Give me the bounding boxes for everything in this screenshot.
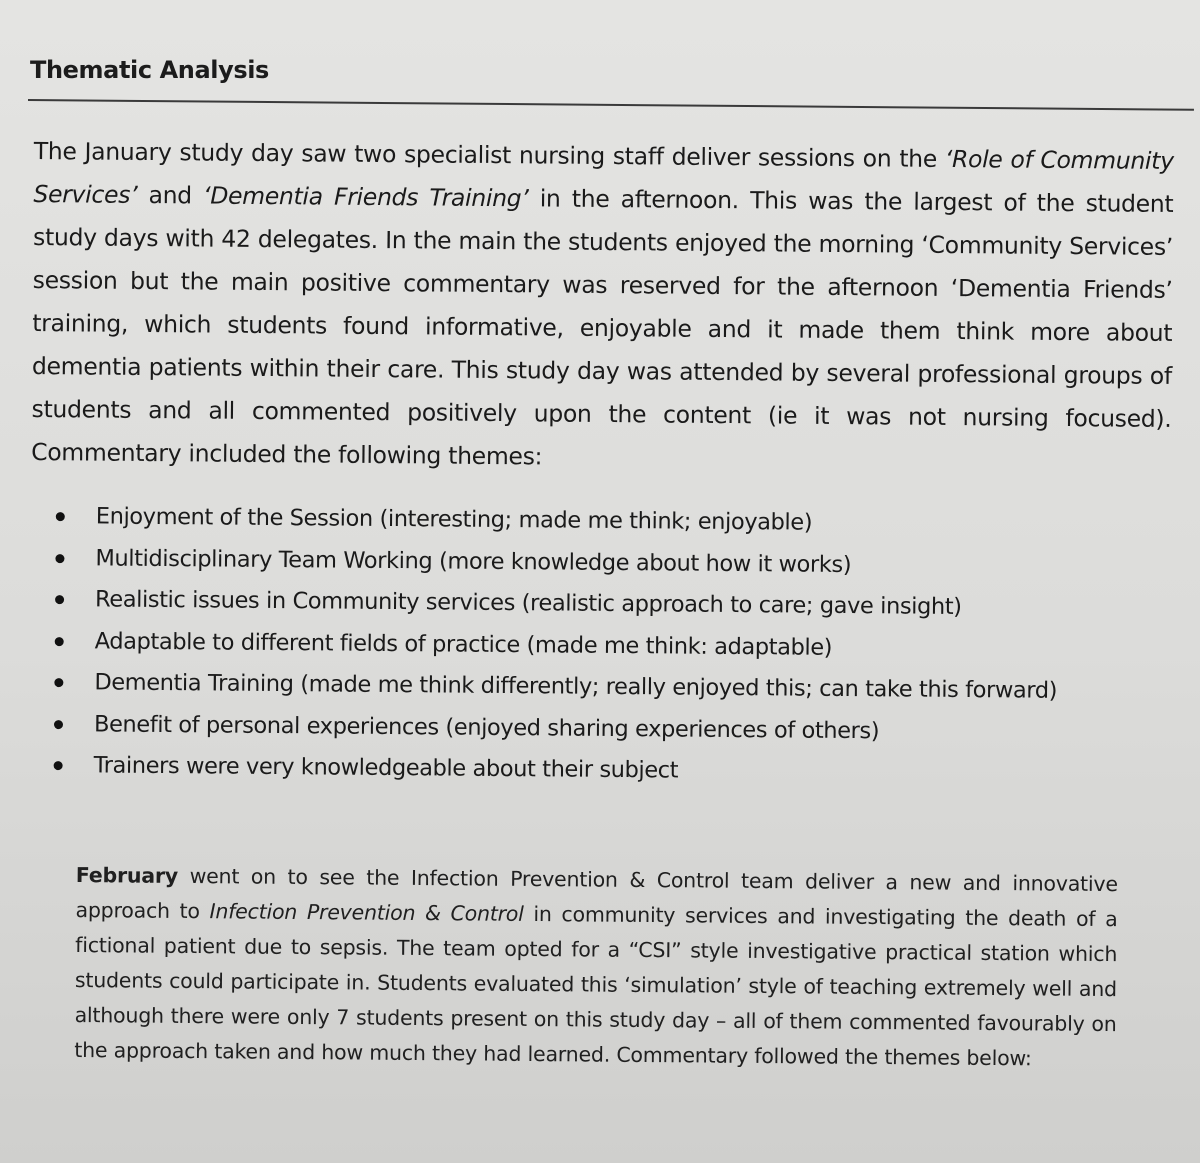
bullet-icon <box>55 595 64 604</box>
theme-item-text: Dementia Training (made me think differently; really enjoyed this; can take this forward) <box>94 669 1058 704</box>
january-text-2: and <box>137 180 204 210</box>
section-heading: Thematic Analysis <box>30 56 269 84</box>
themes-list <box>45 496 1147 796</box>
february-text-2: in community services and investigating the death of a fictional patient due to sepsis. The team opted for a “CSI” style investigative practical station which students could participate in. Students evaluated this ‘simulation’ style of teaching extremely well and although there were only 7 students present on this study day – all of them commented favourably on the approach taken and how much they had learned. Commentary followed the themes below: <box>74 901 1118 1071</box>
bullet-icon <box>55 554 64 563</box>
january-text-1: The January study day saw two specialist nursing staff deliver sessions on the <box>33 136 945 173</box>
heading-divider <box>28 99 1194 111</box>
january-text-3: in the afternoon. This was the largest of the student study days with 42 delegates. In the main the students enjoyed the morning ‘Community Services’ session but the main positive commentary was reserved for the afternoon ‘Dementia Friends’ training, which students found informative, enjoyable and it made them think more about dementia patients within their care. This study day was attended by several professional groups of students and all commented positively upon the content (ie it was not nursing focused). Commentary included the following themes: <box>31 184 1174 471</box>
february-lead: February <box>75 862 179 888</box>
bullet-icon <box>54 678 63 687</box>
bullet-icon <box>55 637 64 646</box>
january-paragraph <box>31 130 1174 484</box>
february-italic-1: Infection Prevention & Control <box>209 899 524 926</box>
theme-item <box>45 745 1145 796</box>
theme-item-text: Enjoyment of the Session (interesting; made me think; enjoyable) <box>95 503 813 536</box>
theme-item-text: Multidisciplinary Team Working (more knowledge about how it works) <box>95 544 852 578</box>
bullet-icon <box>54 720 63 729</box>
january-italic-1: ‘Role of Community Services’ <box>33 144 1174 209</box>
theme-item-text: Benefit of personal experiences (enjoyed sharing experiences of others) <box>93 710 880 744</box>
january-italic-2: ‘Dementia Friends Training’ <box>202 181 529 213</box>
bullet-icon <box>54 761 63 770</box>
theme-item-text: Realistic issues in Community services (realistic approach to care; gave insight) <box>94 586 962 620</box>
theme-item-text: Trainers were very knowledgeable about their subject <box>93 752 679 784</box>
february-paragraph <box>74 858 1118 1077</box>
theme-item-text: Adaptable to different fields of practice (made me think: adaptable) <box>94 627 833 661</box>
bullet-icon <box>56 512 65 521</box>
february-text-1: went on to see the Infection Prevention & Control team deliver a new and innovative approach to <box>75 863 1118 924</box>
